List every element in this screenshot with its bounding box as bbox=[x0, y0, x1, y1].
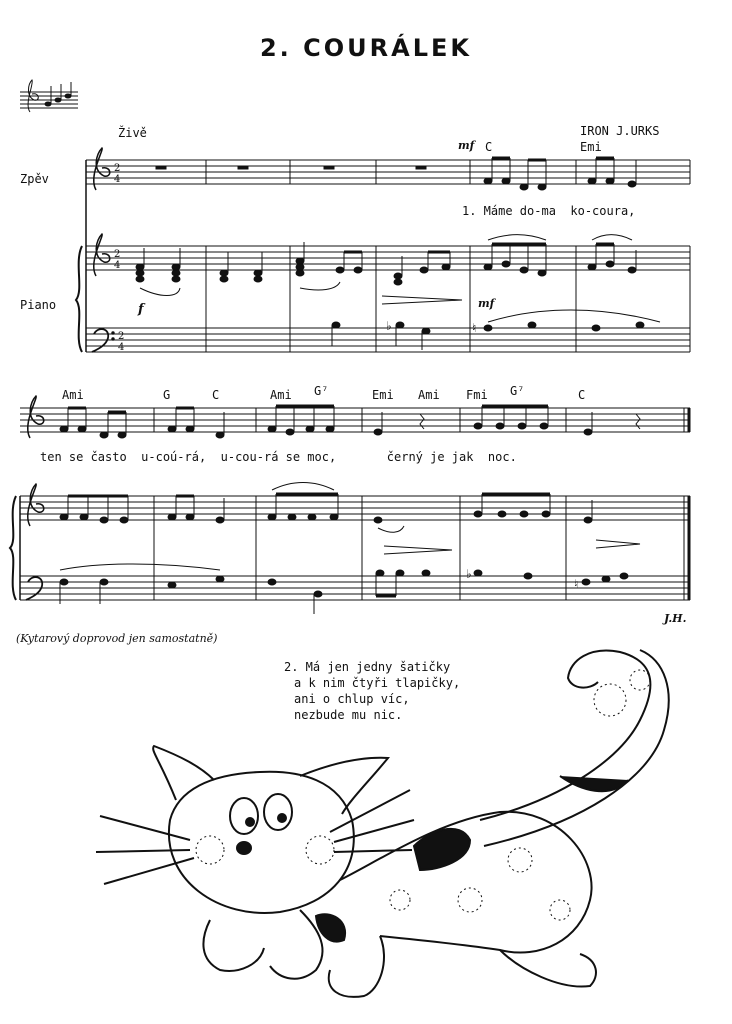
chord-symbol: G bbox=[163, 388, 171, 402]
initials: J.H. bbox=[664, 612, 687, 625]
chord-symbol: Ami bbox=[270, 388, 292, 402]
tempo-marking: Živě bbox=[118, 126, 147, 140]
svg-text:4: 4 bbox=[114, 260, 121, 271]
verse2-line: 2. Má jen jedny šatičky bbox=[284, 660, 451, 674]
svg-text:♭: ♭ bbox=[466, 567, 472, 581]
dynamic-f: f bbox=[138, 302, 144, 317]
svg-text:4: 4 bbox=[114, 174, 121, 185]
svg-text:2: 2 bbox=[118, 331, 125, 342]
svg-text:2: 2 bbox=[114, 249, 121, 260]
chord-symbol: C bbox=[485, 140, 493, 154]
chord-symbol: Ami bbox=[418, 388, 440, 402]
chord-symbol: G⁷ bbox=[314, 384, 329, 398]
chord-symbol: C bbox=[212, 388, 220, 402]
dynamic-mf-voice: mf bbox=[458, 139, 475, 152]
chord-symbol: C bbox=[578, 388, 586, 402]
svg-text:4: 4 bbox=[118, 342, 125, 353]
chord-symbol: Emi bbox=[580, 140, 602, 154]
voice-label: Zpěv bbox=[20, 172, 49, 186]
chord-symbol: Ami bbox=[62, 388, 84, 402]
page-title: 2. COURÁLEK bbox=[259, 34, 472, 62]
composer-name: IRON J.URKS bbox=[580, 124, 660, 138]
chord-symbol: G⁷ bbox=[510, 384, 525, 398]
verse2-line: ani o chlup víc, bbox=[294, 692, 410, 706]
verse2-line: a k nim čtyři tlapičky, bbox=[294, 676, 461, 690]
svg-text:♮: ♮ bbox=[472, 321, 477, 335]
verse2-line: nezbude mu nic. bbox=[294, 708, 403, 722]
svg-text:♭: ♭ bbox=[386, 319, 392, 333]
chord-symbol: Emi bbox=[372, 388, 394, 402]
chord-symbol: Fmi bbox=[466, 388, 488, 402]
svg-text:2: 2 bbox=[114, 163, 121, 174]
dynamic-mf-piano: mf bbox=[478, 297, 495, 310]
lyrics-line-1: 1. Máme do-ma ko-coura, bbox=[462, 204, 636, 218]
piano-label: Piano bbox=[20, 298, 57, 312]
footnote: (Kytarový doprovod jen samostatně) bbox=[16, 632, 218, 645]
svg-text:♮: ♮ bbox=[574, 577, 579, 591]
lyrics-line-2: ten se často u-coú-rá, u-cou-rá se moc, černý je jak noc. bbox=[40, 450, 517, 464]
